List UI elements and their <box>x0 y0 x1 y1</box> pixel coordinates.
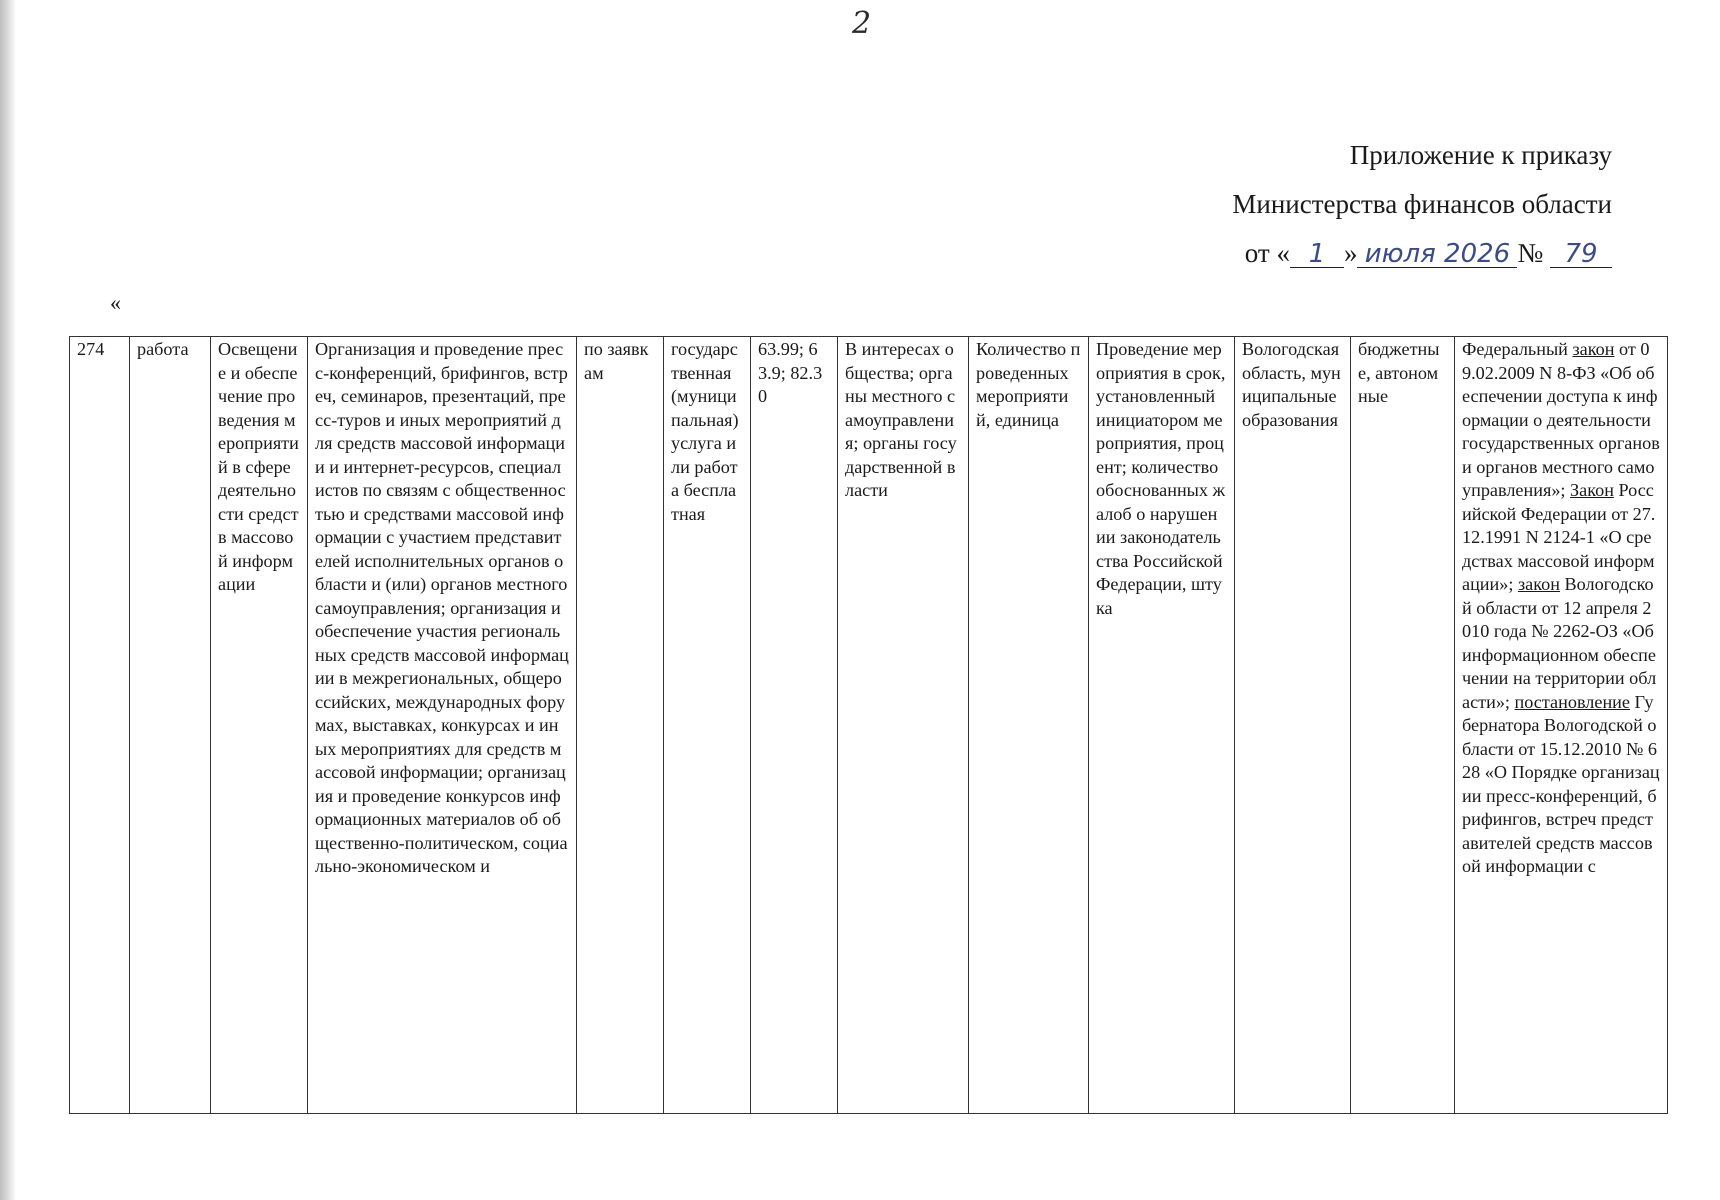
cell-volume-indicator: Количество проведенных мероприятий, единица <box>969 337 1089 1114</box>
handwritten-day: 1 <box>1290 241 1344 268</box>
cell-quality-indicators: Проведение мероприятия в срок, установленный инициатором мероприятия, процент; количество обоснованных жалоб о нарушении законодательства Российской Федерации, штука <box>1089 337 1235 1114</box>
legal-act-link[interactable]: закон <box>1572 339 1615 359</box>
legal-basis-text: Губернатора Вологодской области от 15.12.2010 № 628 «О Порядке организации пресс-конференций, брифингов, встреч представителей средств массовой информации с <box>1462 691 1660 876</box>
legal-basis-text: от 09.02.2009 N 8-ФЗ «Об обеспечении доступа к информации о деятельности государственных органов и органов местного самоуправления»; <box>1462 339 1660 500</box>
table-row <box>70 337 1668 1114</box>
cell-content: Организация и проведение пресс-конференций, брифингов, встреч, семинаров, презентаций, пресс-туров и иных мероприятий для средств массовой информации и интернет-ресурсов, специалистов по связям с общественностью и средствами массовой информации с участием представителей исполнительных органов области и (или) органов местного самоуправления; организация и обеспечение участия региональных средств массовой информации в межрегиональных, общероссийских, международных форумах, выставках, конкурсах и иных мероприятиях для средств массовой информации; организация и проведение конкурсов информационных материалов об общественно-политическом, социально-экономическом и <box>308 337 577 1114</box>
date-prefix: от « <box>1244 238 1290 268</box>
cell-service-kind: государственная (муниципальная) услуга или работа бесплатная <box>664 337 751 1114</box>
cell-legal-basis <box>1455 337 1668 1114</box>
cell-number: 274 <box>70 337 130 1114</box>
page-number: 2 <box>852 6 872 41</box>
date-mid: » <box>1343 238 1358 268</box>
legal-basis-text: Российской Федерации от 27.12.1991 N 2124-1 «О средствах массовой информации»; <box>1462 480 1656 594</box>
cell-name: Освещение и обеспечение проведения мероприятий в сфере деятельности средств массовой информации <box>211 337 308 1114</box>
open-quote: « <box>110 290 121 315</box>
legal-act-link[interactable]: закон <box>1517 574 1560 594</box>
appendix-date-line <box>1245 238 1612 269</box>
cell-institution-types: бюджетные, автономные <box>1351 337 1455 1114</box>
legal-basis-text: Вологодской области от 12 апреля 2010 года № 2262-ОЗ «Об информационном обеспечении на территории области»; <box>1462 574 1657 712</box>
legal-act-link[interactable]: Закон <box>1570 480 1614 500</box>
legal-basis-text: Федеральный <box>1462 339 1573 359</box>
cell-provision: по заявкам <box>577 337 664 1114</box>
appendix-ministry: Министерства финансов области <box>1232 189 1612 219</box>
cell-okved: 63.99; 63.9; 82.30 <box>751 337 838 1114</box>
scan-edge-shadow <box>0 0 16 1200</box>
handwritten-order-number: 79 <box>1550 241 1612 268</box>
number-sign: № <box>1517 238 1544 268</box>
cell-territory: Вологодская область, муниципальные образования <box>1235 337 1351 1114</box>
legal-act-link[interactable]: постановление <box>1514 691 1630 712</box>
cell-type: работа <box>130 337 211 1114</box>
appendix-title: Приложение к приказу <box>1349 140 1612 170</box>
registry-table <box>69 336 1668 1114</box>
cell-consumers: В интересах общества; органы местного самоуправления; органы государственной власти <box>838 337 969 1114</box>
handwritten-month-year: июля 2026 <box>1357 241 1517 268</box>
